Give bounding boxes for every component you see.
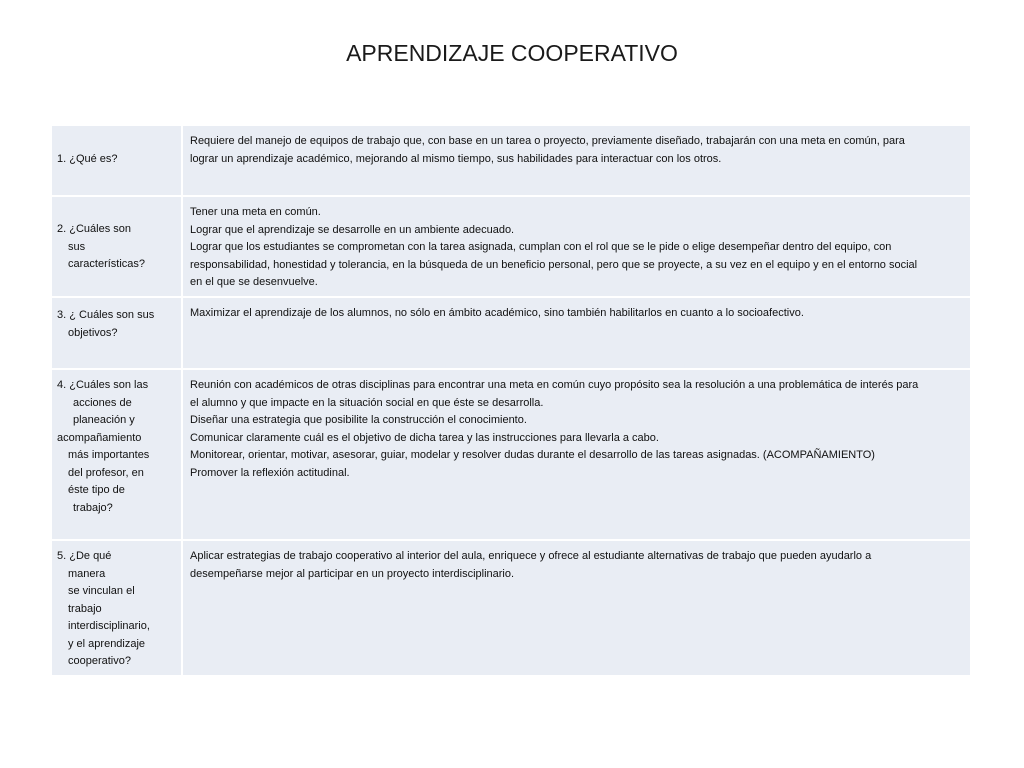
- question-line: y el aprendizaje: [68, 637, 146, 650]
- answer-line: Tener una meta en común.: [190, 206, 321, 218]
- table-row: [52, 126, 972, 197]
- question-line: manera: [68, 567, 106, 580]
- question-line: 4. ¿Cuáles son las: [57, 379, 149, 391]
- question-line: se vinculan el: [68, 585, 135, 597]
- answer-line: Lograr que el aprendizaje se desarrolle en un ambiente adecuado.: [190, 223, 515, 236]
- cooperative-learning-table: [52, 126, 972, 677]
- answer-cell: [183, 126, 972, 197]
- answer-line: desempeñarse mejor al participar en un proyecto interdisciplinario.: [190, 567, 515, 580]
- page-title: APRENDIZAJE COOPERATIVO: [346, 40, 678, 66]
- question-line: 1. ¿Qué es?: [57, 153, 118, 165]
- question-line: 5. ¿De qué: [57, 550, 112, 562]
- question-line: del profesor, en: [68, 466, 144, 479]
- question-line: éste tipo de: [68, 484, 125, 496]
- question-line: características?: [68, 258, 146, 270]
- question-line: más importantes: [68, 449, 150, 461]
- question-line: objetivos?: [68, 326, 118, 339]
- answer-line: Comunicar claramente cuál es el objetivo de dicha tarea y las instrucciones para llevarla a cabo.: [190, 431, 659, 444]
- answer-line: el alumno y que impacte en la situación social en que éste se desarrolla.: [190, 396, 544, 409]
- answer-line: Maximizar el aprendizaje de los alumnos, no sólo en ámbito académico, sino también habilitarlos en cuanto a lo socioafectivo.: [190, 307, 804, 319]
- answer-line: Monitorear, orientar, motivar, asesorar, guiar, modelar y resolver dudas durante el desarrollo de las tareas asignadas. (ACOMPAÑAMIENTO): [190, 449, 875, 461]
- answer-cell: [183, 298, 972, 370]
- table-row: [52, 298, 972, 370]
- answer-line: Aplicar estrategias de trabajo cooperativo al interior del aula, enriquece y ofrece al estudiante alternativas de trabajo que pueden ayudarlo a: [190, 550, 872, 562]
- question-line: trabajo?: [73, 501, 113, 514]
- answer-line: en el que se desenvuelve.: [190, 276, 318, 288]
- question-line: sus: [68, 240, 86, 253]
- answer-cell: [183, 197, 972, 298]
- question-cell: [52, 370, 183, 541]
- question-line: acciones de: [73, 396, 132, 409]
- question-line: 3. ¿ Cuáles son sus: [57, 309, 155, 321]
- answer-line: lograr un aprendizaje académico, mejorando al mismo tiempo, sus habilidades para interactuar con los otros.: [190, 152, 722, 165]
- answer-cell: [183, 541, 972, 677]
- question-cell: [52, 197, 183, 298]
- table-row: [52, 197, 972, 298]
- question-line: interdisciplinario,: [68, 620, 150, 632]
- answer-line: Requiere del manejo de equipos de trabajo que, con base en un tarea o proyecto, previamente diseñado, trabajarán con una meta en común, para: [190, 135, 905, 147]
- answer-line: responsabilidad, honestidad y tolerancia, en la búsqueda de un beneficio personal, pero que se proyecte, a su vez en el equipo y en el entorno social: [190, 258, 918, 271]
- question-cell: [52, 126, 183, 197]
- answer-line: Reunión con académicos de otras disciplinas para encontrar una meta en común cuyo propósito sea la resolución a una problemática de interés para: [190, 379, 919, 391]
- question-line: trabajo: [68, 602, 102, 615]
- table-row: [52, 541, 972, 677]
- answer-line: Lograr que los estudiantes se comprometan con la tarea asignada, cumplan con el rol que se le pide o elige desempeñar dentro del equipo, con: [190, 241, 892, 253]
- question-line: 2. ¿Cuáles son: [57, 223, 131, 235]
- question-cell: [52, 298, 183, 370]
- table-row: [52, 370, 972, 541]
- answer-cell: [183, 370, 972, 541]
- question-line: planeación y: [73, 414, 135, 426]
- answer-line: Diseñar una estrategia que posibilite la construcción el conocimiento.: [190, 414, 527, 426]
- question-cell: [52, 541, 183, 677]
- question-line: acompañamiento: [57, 431, 142, 444]
- question-line: cooperativo?: [68, 655, 131, 667]
- answer-line: Promover la reflexión actitudinal.: [190, 466, 350, 479]
